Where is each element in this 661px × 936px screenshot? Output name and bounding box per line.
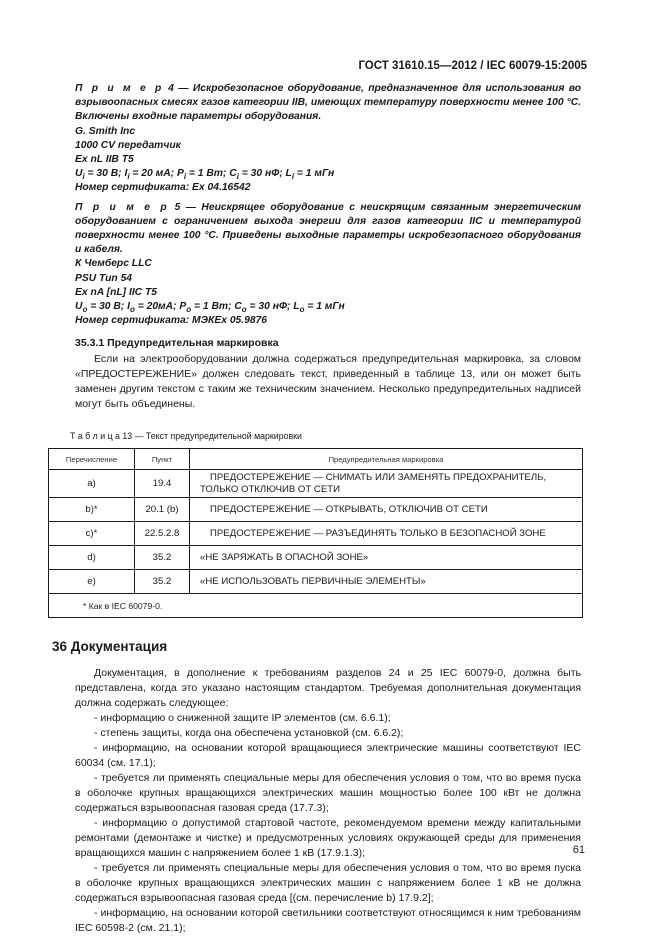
example-4-body: 4 — Искробезопасное оборудование, предназначенное для использования во взрывоопасных смесях газов категории IIB, имеющих температуру поверхности менее 100 °С. Включены входные параметры оборудования. — [75, 83, 581, 123]
example-4-params: $U_i = 30$ В; $I_i = 20$ мА; $P_i = 1$ Вт; $C_i = 30$ нФ; $L_i = 1$ мГн — [75, 168, 335, 182]
example-5 — [75, 201, 581, 329]
example-5-label: П р и м е р — [75, 201, 170, 213]
list-item: - степень защиты, когда она обеспечена установкой (см. 6.6.2); — [94, 727, 404, 740]
table-row — [49, 498, 583, 522]
table-cell-marking: «НЕ ИСПОЛЬЗОВАТЬ ПЕРВИЧНЫЕ ЭЛЕМЕНТЫ» — [190, 570, 583, 594]
list-item: - требуется ли применять специальные меры для обеспечения условия о том, что во время пуска в оболочке крупных вращающихся электрических машин мощностью более 100 кВт не должна содержаться взрывоопасная газовая среда (17.7.3); — [75, 772, 581, 815]
table-cell-enum: d) — [49, 546, 135, 570]
example-4-line-1: G. Smith Inc — [75, 125, 136, 137]
table-cell-enum: e) — [49, 570, 135, 594]
section-36-title: 36 Документация — [52, 639, 168, 655]
table-row — [49, 522, 583, 546]
example-5-text — [75, 201, 581, 258]
table-cell-clause: 35.2 — [135, 546, 190, 570]
table-cell-clause: 19.4 — [135, 470, 190, 498]
list-item: - информацию о допустимой стартовой частоте, рекомендуемом времени между капитальными ремонтами (демонтаже и чистке) и предусмотренных условиях окружающей среды для применения вращающихся машин с напряжением более 1 кВ (17.9.1.3); — [75, 817, 581, 860]
table-cell-marking: ПРЕДОСТЕРЕЖЕНИЕ — РАЗЪЕДИНЯТЬ ТОЛЬКО В БЕЗОПАСНОЙ ЗОНЕ — [190, 522, 583, 546]
list-item: - информацию, на основании которой вращающиеся электрические машины соответствуют IEC 60034 (см. 17.1); — [75, 742, 581, 770]
example-4-text — [75, 82, 581, 125]
table-cell-marking: ПРЕДОСТЕРЕЖЕНИЕ — СНИМАТЬ ИЛИ ЗАМЕНЯТЬ ПРЕДОХРАНИТЕЛЬ, ТОЛЬКО ОТКЛЮЧИВ ОТ СЕТИ — [190, 470, 583, 498]
list-item: - информацию о сниженной защите IP элементов (см. 6.6.1); — [94, 712, 391, 725]
section-35-3-1-title: 35.3.1 Предупредительная маркировка — [75, 337, 279, 350]
section-35-3-1-text: Если на электрооборудовании должна содержаться предупредительная маркировка, за словом «ПРЕДОСТЕРЕЖЕНИЕ» должен следовать текст, приведенный в таблице 13, или он может быть заменен другим текстом с таким же техническим значением. Несколько предупредительных надписей могут быть объединены. — [75, 353, 581, 411]
table-cell-marking: «НЕ ЗАРЯЖАТЬ В ОПАСНОЙ ЗОНЕ» — [190, 546, 583, 570]
table-header-enumeration: Перечисление — [49, 449, 135, 470]
table-row — [49, 546, 583, 570]
table-header-clause: Пункт — [135, 449, 190, 470]
example-5-params: $U_o = 30$ В; $I_o = 20мА$; $P_o = 1$ Вт; $C_o = 30$ нФ; $L_o = 1$ мГн — [75, 301, 345, 315]
table-cell-enum: b)* — [49, 498, 135, 522]
table-13-caption: Т а б л и ц а 13 — Текст предупредительной маркировки — [70, 431, 302, 442]
table-13 — [48, 448, 583, 618]
table-cell-clause: 22.5.2.8 — [135, 522, 190, 546]
document-header: ГОСТ 31610.15—2012 / IEC 60079-15:2005 — [358, 60, 587, 72]
page-number: 61 — [572, 844, 585, 856]
list-item: - требуется ли применять специальные меры для обеспечения условия о том, что во время пуска в оболочке крупных вращающихся электрических машин с напряжением более 1 кВ не должна содержаться взрывоопасная газовая среда [(см. перечисление b) 17.9.2]; — [75, 862, 581, 905]
table-cell-marking: ПРЕДОСТЕРЕЖЕНИЕ — ОТКРЫВАТЬ, ОТКЛЮЧИВ ОТ СЕТИ — [190, 498, 583, 522]
example-4-line-2: 1000 CV передатчик — [75, 139, 181, 151]
table-cell-clause: 20.1 (b) — [135, 498, 190, 522]
table-row — [49, 470, 583, 498]
example-4-line-3: Ex nL IIB T5 — [75, 154, 134, 166]
table-footnote-row — [49, 594, 583, 618]
table-header-row — [49, 449, 583, 470]
table-row — [49, 570, 583, 594]
table-header-marking: Предупредительная маркировка — [190, 449, 583, 470]
page-content — [52, 82, 581, 936]
section-36-list — [75, 711, 581, 936]
table-cell-enum: c)* — [49, 522, 135, 546]
example-5-line-3: Ex nA [nL] IIC T5 — [75, 286, 157, 298]
table-cell-clause: 35.2 — [135, 570, 190, 594]
list-item: - информацию, на основании которой светильники соответствуют относящимся к ним требованиям IEC 60598-2 (см. 21.1); — [75, 907, 581, 935]
section-36-intro: Документация, в дополнение к требованиям разделов 24 и 25 IEC 60079-0, должна быть представлена, когда это указано настоящим стандартом. Требуемая дополнительная документация должна содержать следующее: — [75, 667, 581, 710]
example-4-cert: Номер сертификата: Ex 04.16542 — [75, 182, 251, 194]
example-5-cert: Номер сертификата: МЭКЕх 05.9876 — [75, 315, 268, 327]
table-cell-enum: a) — [49, 470, 135, 498]
example-4 — [75, 82, 581, 196]
example-5-body: 5 — Неискрящее оборудование с неискрящим связанным энергетическим оборудованием с ограничением выхода энергии для газов категории IIC и температурой поверхности менее 100 °С. Приведены выходные параметры искробезопасного оборудования и кабеля. — [75, 201, 581, 256]
example-5-line-1: К Чемберс LLC — [75, 258, 152, 270]
example-5-line-2: PSU Tun 54 — [75, 272, 133, 284]
example-4-label: П р и м е р — [75, 83, 164, 94]
table-footnote: * Как в IEC 60079-0. — [49, 594, 583, 618]
